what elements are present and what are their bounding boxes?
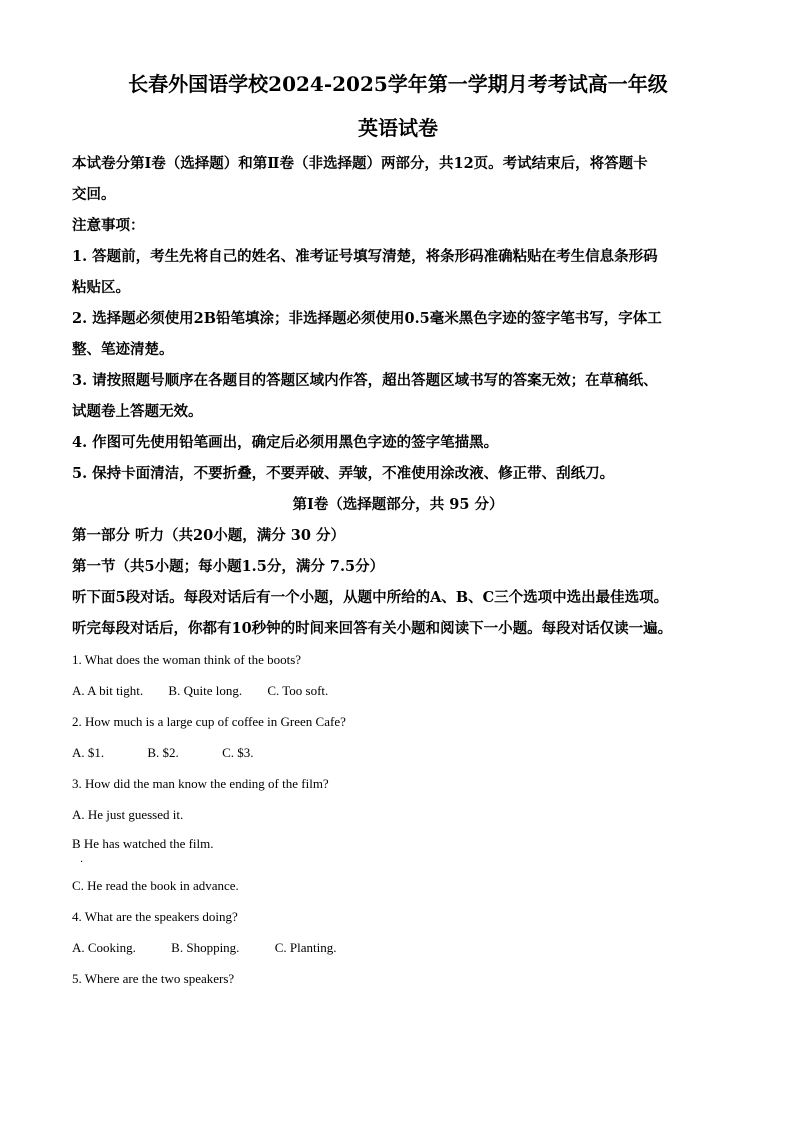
note-line: 4. 作图可先使用铅笔画出，确定后必须用黑色字迹的签字笔描黑。 bbox=[72, 434, 499, 451]
option: A. He just guessed it. bbox=[72, 807, 184, 822]
intro-line: 本试卷分第Ⅰ卷（选择题）和第Ⅱ卷（非选择题）两部分，共12页。考试结束后，将答题卡 bbox=[72, 155, 648, 172]
part-heading: 第一部分 听力（共20小题，满分 30 分） bbox=[72, 527, 345, 544]
instructions-line: 听完每段对话后，你都有10秒钟的时间来回答有关小题和阅读下一小题。每段对话仅读一遍。 bbox=[72, 620, 673, 637]
note-line: 3. 请按照题号顺序在各题目的答题区域内作答，超出答题区域书写的答案无效；在草稿纸、 bbox=[72, 372, 658, 389]
question-options bbox=[72, 932, 724, 963]
question-stem: 4. What are the speakers doing? bbox=[72, 909, 238, 924]
question-stem: 3. How did the man know the ending of the film? bbox=[72, 776, 329, 791]
question-stem: 2. How much is a large cup of coffee in Green Cafe? bbox=[72, 714, 346, 729]
question-options bbox=[72, 675, 724, 706]
question-options bbox=[72, 737, 724, 768]
note-line: 整、笔迹清楚。 bbox=[72, 341, 174, 358]
option: B. Shopping. bbox=[171, 940, 240, 955]
option: A. A bit tight. bbox=[72, 683, 144, 698]
note-line: 5. 保持卡面清洁，不要折叠，不要弄破、弄皱，不准使用涂改液、修正带、刮纸刀。 bbox=[72, 465, 615, 482]
exam-page bbox=[72, 70, 724, 994]
page-subtitle: 英语试卷 bbox=[358, 116, 438, 140]
note-line: 2. 选择题必须使用2B铅笔填涂；非选择题必须使用0.5毫米黑色字迹的签字笔书写，字体工 bbox=[72, 310, 662, 327]
note-line: 粘贴区。 bbox=[72, 279, 130, 296]
note-line: 试题卷上答题无效。 bbox=[72, 403, 203, 420]
intro-line: 交回。 bbox=[72, 186, 116, 203]
option: B. Quite long. bbox=[168, 683, 243, 698]
option: C. Too soft. bbox=[267, 683, 329, 698]
stray-dot: · bbox=[80, 857, 84, 868]
intro bbox=[72, 148, 724, 210]
option: C. $3. bbox=[222, 745, 254, 760]
question-stem: 1. What does the woman think of the boots? bbox=[72, 652, 302, 667]
notes bbox=[72, 210, 724, 489]
notes-heading: 注意事项： bbox=[72, 217, 145, 234]
question-stem: 5. Where are the two speakers? bbox=[72, 971, 235, 986]
option: A. $1. bbox=[72, 745, 105, 760]
option: C. Planting. bbox=[274, 940, 337, 955]
instructions-line: 听下面5段对话。每段对话后有一个小题，从题中所给的A、B、C三个选项中选出最佳选项。 bbox=[72, 589, 669, 606]
option: B. $2. bbox=[147, 745, 179, 760]
option: C. He read the book in advance. bbox=[72, 878, 239, 893]
note-line: 1. 答题前，考生先将自己的姓名、准考证号填写清楚，将条形码准确粘贴在考生信息条形码 bbox=[72, 248, 658, 265]
section-heading: 第一节（共5小题；每小题1.5分，满分 7.5分） bbox=[72, 558, 385, 575]
option: B He has watched the film. bbox=[72, 836, 214, 851]
question-list bbox=[72, 644, 724, 994]
option: A. Cooking. bbox=[72, 940, 136, 955]
page-title: 长春外国语学校2024-2025学年第一学期月考考试高一年级 bbox=[128, 72, 668, 96]
volume-heading: 第Ⅰ卷（选择题部分，共 95 分） bbox=[292, 496, 504, 513]
